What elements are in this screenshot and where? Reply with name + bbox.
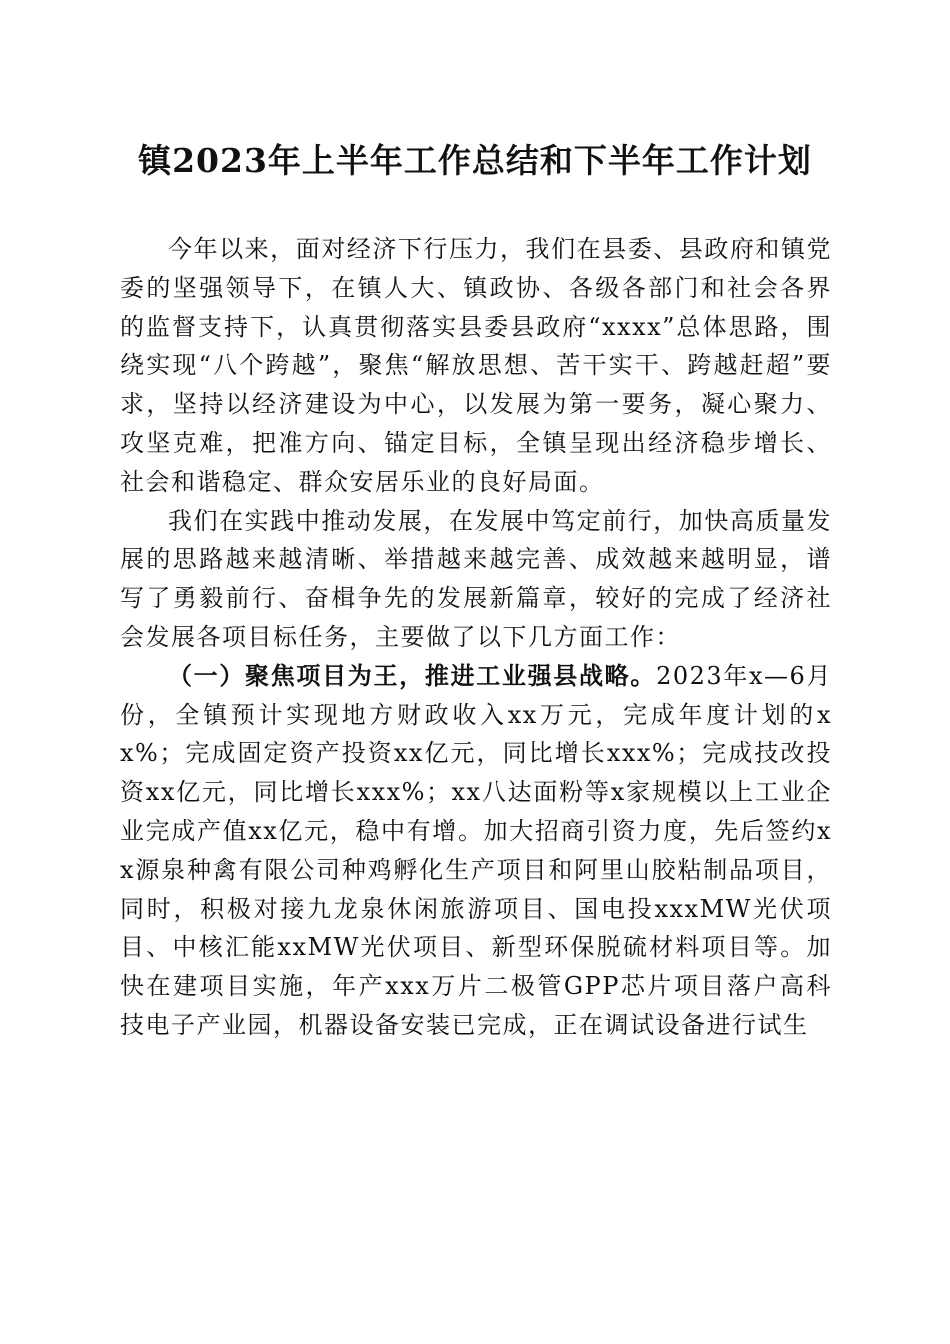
- document-title: 镇2023年上半年工作总结和下半年工作计划: [138, 141, 812, 180]
- paragraph-summary-text: 我们在实践中推动发展，在发展中笃定前行，加快高质量发展的思路越来越清晰、举措越来越完善、成效越来越明显，谱写了勇毅前行、奋楫争先的发展新篇章，较好的完成了经济社会发展各项目标任务，主要做了以下几方面工作：: [120, 506, 832, 651]
- paragraph-intro: [120, 230, 832, 502]
- section-one-text: 2023年x—6月份，全镇预计实现地方财政收入xx万元，完成年度计划的xx%；完成固定资产投资xx亿元，同比增长xxx%；完成技改投资xx亿元，同比增长xxx%；xx八达面粉等x家规模以上工业企业完成产值xx亿元，稳中有增。加大招商引资力度，先后签约xx源泉种禽有限公司种鸡孵化生产项目和阿里山胶粘制品项目，同时，积极对接九龙泉休闲旅游项目、国电投xxxMW光伏项目、中核汇能xxMW光伏项目、新型环保脱硫材料项目等。加快在建项目实施，年产xxx万片二极管GPP芯片项目落户高科技电子产业园，机器设备安装已完成，正在调试设备进行试生: [120, 661, 833, 1039]
- paragraph-intro-text: 今年以来，面对经济下行压力，我们在县委、县政府和镇党委的坚强领导下，在镇人大、镇政协、各级各部门和社会各界的监督支持下，认真贯彻落实县委县政府“xxxx”总体思路，围绕实现“八个跨越”，聚焦“解放思想、苦干实干、跨越赶超”要求，坚持以经济建设为中心，以发展为第一要务，凝心聚力、攻坚克难，把准方向、锚定目标，全镇呈现出经济稳步增长、社会和谐稳定、群众安居乐业的良好局面。: [120, 235, 832, 496]
- section-one-heading: （一）聚焦项目为王，推进工业强县战略。: [168, 660, 657, 690]
- paragraph-section-one: [120, 657, 832, 1045]
- paragraph-summary: [120, 502, 832, 657]
- document-body: [120, 230, 832, 1045]
